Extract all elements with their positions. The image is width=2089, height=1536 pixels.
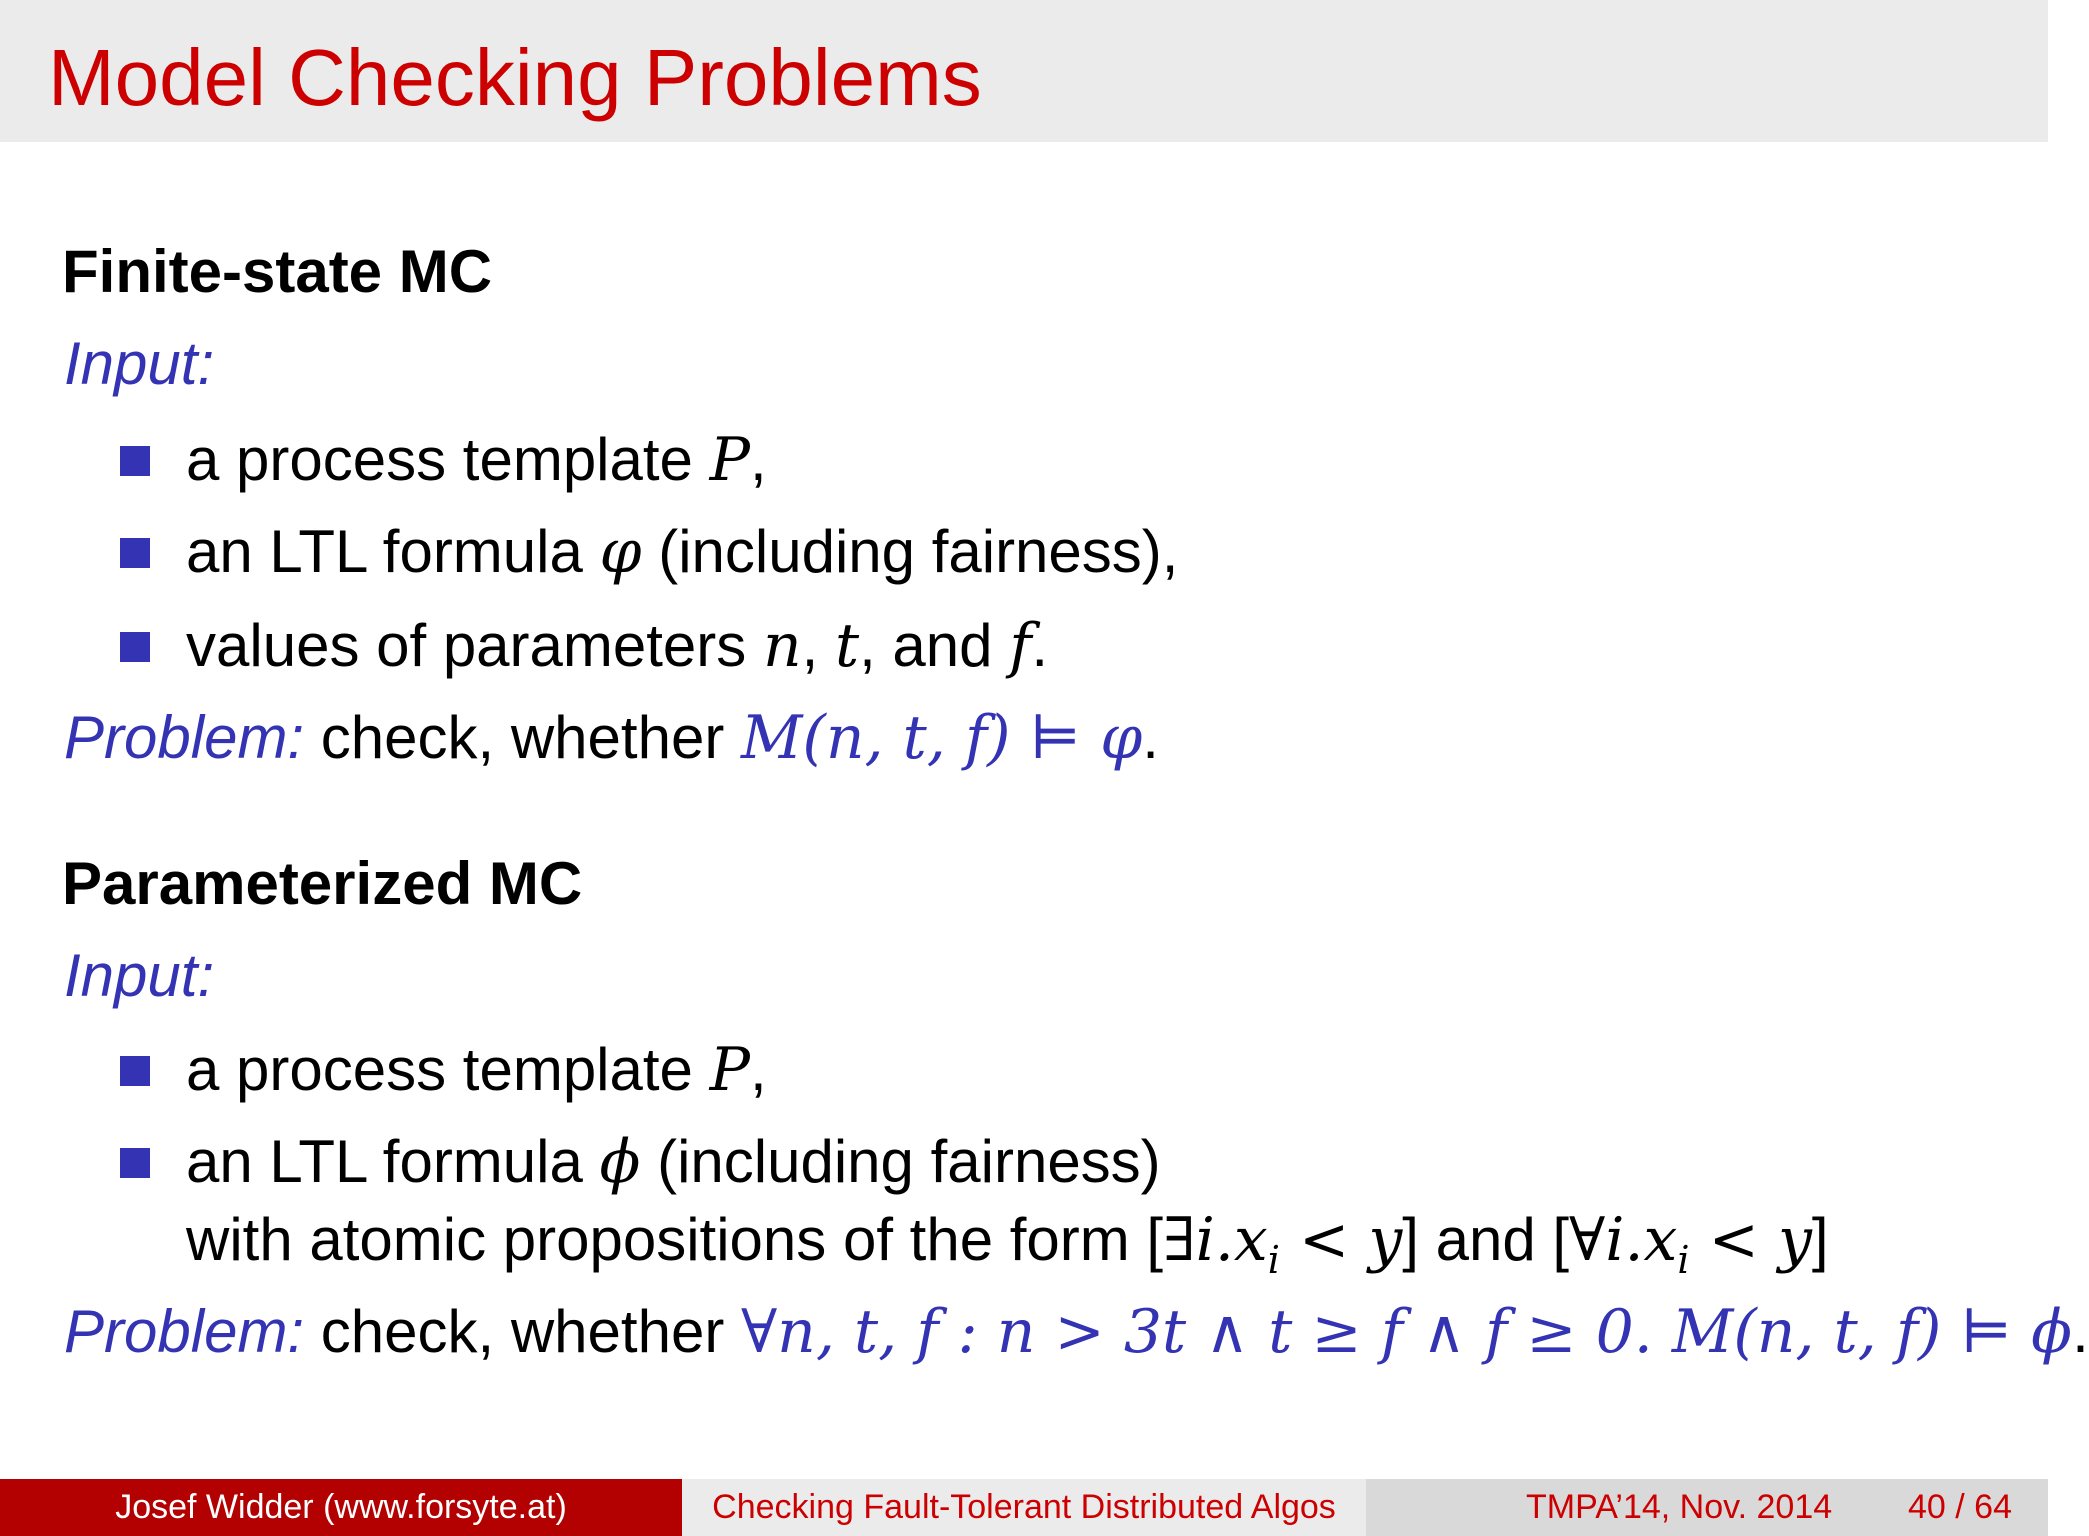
finite-state-heading: Finite-state MC: [62, 238, 493, 305]
separator: ,: [801, 612, 835, 679]
bullet-square-icon: [120, 632, 150, 662]
problem-label: Problem:: [64, 704, 305, 771]
bullet-end: (including fairness),: [641, 518, 1179, 585]
less-than: <: [1279, 1205, 1369, 1275]
problem-text: check, whether: [304, 1298, 741, 1365]
problem-formula: ∀n, t, f : n > 3t ∧ t ≥ f ∧ f ≥ 0. M(n, t, f) ⊨ ϕ: [740, 1297, 2073, 1367]
bullet-end: ,: [749, 1036, 767, 1103]
bullet-square-icon: [120, 446, 150, 476]
input-label-text: Input:: [64, 330, 215, 397]
forall-symbol: ∀: [1569, 1205, 1606, 1275]
var-y: y: [1777, 1205, 1812, 1275]
formula-phi: ϕ: [599, 1127, 641, 1197]
subscript-i: i: [1677, 1238, 1690, 1282]
var-t: t: [834, 611, 860, 681]
bullet-end: (including fairness): [640, 1128, 1161, 1195]
footer-author: Josef Widder (www.forsyte.at): [0, 1479, 682, 1536]
page-number: 40 / 64: [1908, 1488, 2012, 1526]
footer: [0, 1479, 2048, 1536]
var-y: y: [1368, 1205, 1403, 1275]
title-bar: [0, 0, 2048, 142]
bullet-square-icon: [120, 1056, 150, 1086]
problem-end: .: [1142, 704, 1159, 771]
footer-talk-title: Checking Fault-Tolerant Distributed Algos: [682, 1479, 1366, 1536]
separator: , and: [859, 612, 1010, 679]
problem-text: check, whether: [304, 704, 741, 771]
var-n: n: [762, 611, 802, 681]
close-bracket: ]: [1811, 1206, 1829, 1273]
bullet-square-icon: [120, 538, 150, 568]
less-than: <: [1689, 1205, 1778, 1275]
finite-problem-line: [64, 698, 1159, 778]
footer-event: TMPA’14, Nov. 2014: [1526, 1488, 1833, 1526]
and-text: ] and [: [1402, 1206, 1570, 1273]
param-problem-line: [64, 1292, 2089, 1372]
param-input-label: [64, 936, 214, 1016]
bullet-text: values of parameters: [186, 612, 763, 679]
slide-title: Model Checking Problems: [48, 33, 982, 122]
bullet-end: ,: [749, 426, 767, 493]
var-p: P: [709, 1035, 750, 1105]
problem-end: .: [2072, 1298, 2089, 1365]
finite-input-label: [64, 324, 214, 404]
problem-label: Problem:: [64, 1298, 305, 1365]
formula-varphi: φ: [599, 517, 642, 587]
bullet-end: .: [1031, 612, 1049, 679]
subscript-i: i: [1267, 1238, 1280, 1282]
bullet-text: an LTL formula: [186, 518, 600, 585]
bullet-text: with atomic propositions of the form [: [186, 1206, 1164, 1273]
bullet-square-icon: [120, 1148, 150, 1178]
parameterized-heading: Parameterized MC: [62, 850, 583, 917]
bullet-text: an LTL formula: [186, 1128, 600, 1195]
var-p: P: [709, 425, 750, 495]
exists-symbol: ∃: [1163, 1205, 1196, 1275]
var-f: f: [1009, 611, 1032, 681]
bullet-text: a process template: [186, 1036, 710, 1103]
bullet-text: a process template: [186, 426, 710, 493]
footer-right: [1366, 1479, 2048, 1536]
input-label-text: Input:: [64, 942, 215, 1009]
var-ix: i.x: [1195, 1205, 1268, 1275]
problem-formula: M(n, t, f) ⊨ φ: [740, 703, 1143, 773]
var-ix: i.x: [1605, 1205, 1678, 1275]
